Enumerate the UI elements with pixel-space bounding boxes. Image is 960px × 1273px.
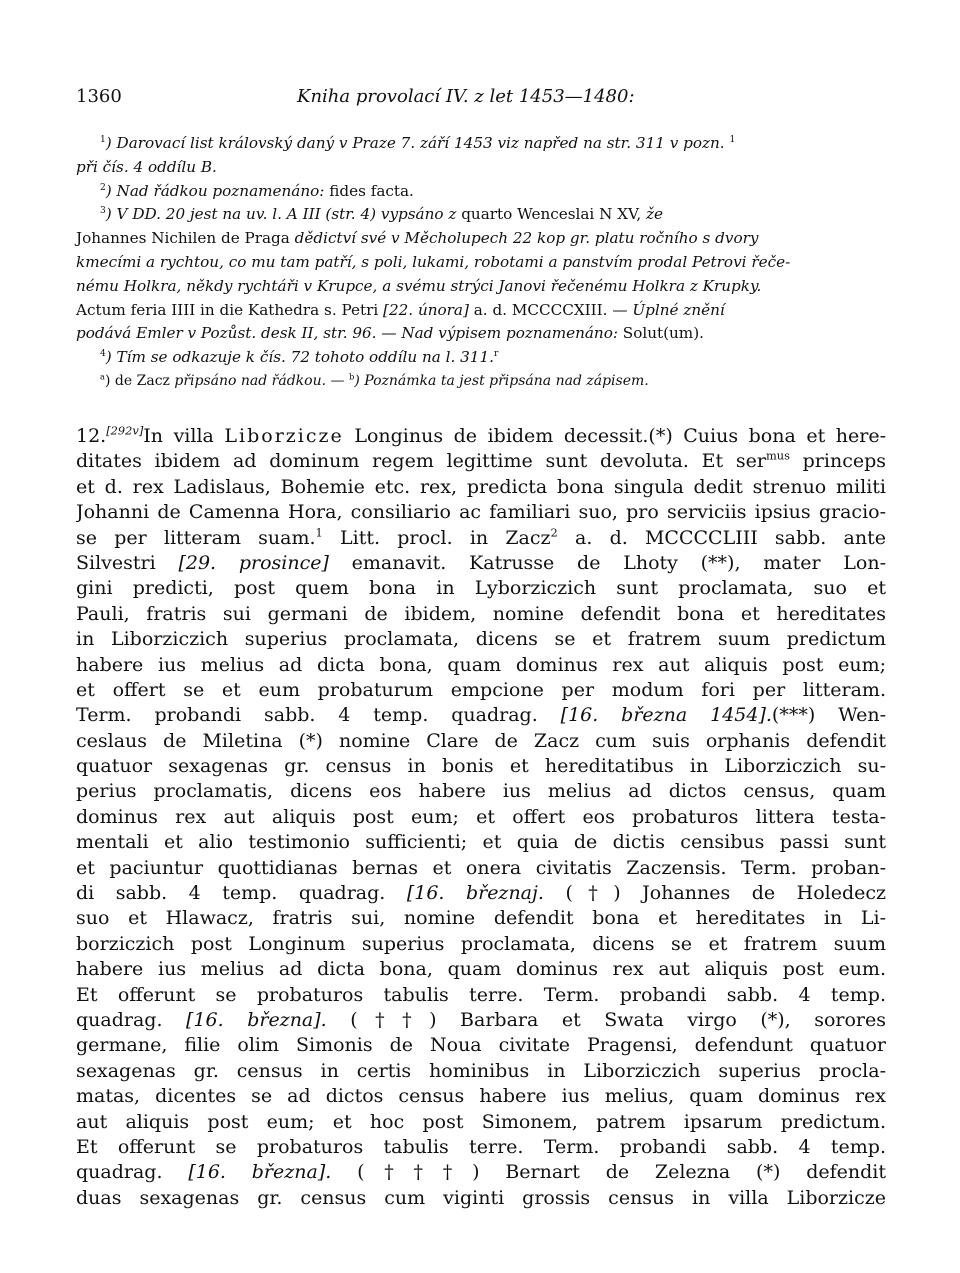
footnote-3-line6: [76, 322, 886, 346]
text-line: [76, 1008, 886, 1033]
text-run: quadrag.: [76, 1161, 163, 1184]
footnote-text: kmecími a rychtou, co mu tam patří, s poli, lukami, robotami a panstvím prodal Petrovi řeče-: [76, 252, 791, 271]
text-line: sexagenas gr. census in certis hominibus in Liborziczich superius procla-: [76, 1059, 886, 1082]
footnote-marker: b: [348, 371, 355, 382]
footnote-marker: 3: [100, 206, 106, 217]
text-line: perius proclamatis, dicens eos habere ius melius ad dictos census, quam: [76, 780, 886, 803]
footnote-3-line2: [76, 227, 886, 251]
entry-number: 12.: [76, 425, 107, 447]
footnote-text: dědictví své v Měcholupech 22 kop gr. platu ročního s dvory: [294, 229, 759, 248]
date-annotation: [29. prosince]: [178, 551, 329, 574]
footnote-marker: a: [100, 371, 105, 382]
page-header: [76, 86, 886, 112]
footnote-1-cont: [76, 156, 886, 180]
text-line: [76, 551, 886, 576]
place-name: Liborzicze: [224, 425, 344, 447]
text-line: et paciuntur quottidianas bernas et onera civitatis Zaczensis. Term. proban-: [76, 856, 886, 879]
abbrev-sup: mus: [765, 449, 790, 464]
text-run: Katrusse de Lhoty (**), mater Lon-: [469, 551, 886, 574]
text-run: quadrag.: [76, 1008, 163, 1031]
text-line: suo et Hlawacz, fratris sui, nomine defendit bona et hereditates in Li-: [76, 907, 886, 930]
text-run: In villa: [143, 425, 214, 447]
footnote-text: ) Poznámka ta jest připsána nad zápisem.: [354, 372, 649, 389]
text-run: Silvestri: [76, 551, 156, 574]
text-line: et offert se et eum probaturum empcione per modum fori per litteram.: [76, 678, 886, 701]
text-line: matas, dicentes se ad dictos census habere ius melius, quam dominus rex: [76, 1085, 886, 1108]
footnote-ref: 2: [550, 525, 558, 540]
text-line: mentali et alio testimonio sufficienti; et quia de dictis censibus passi sunt: [76, 831, 886, 854]
date-annotation: [16. března].: [186, 1008, 327, 1031]
footnote-text: ) Nad řádkou poznamenáno:: [105, 181, 325, 200]
footnote-text: nému Holkra, někdy rychtáři v Krupce, a svému strýci Janovi řečenému Holkra z Krupky.: [76, 276, 762, 295]
footnote-latin: quarto Wenceslai N XV,: [461, 205, 642, 224]
text-line: borziczich post Longinum superius proclamata, dicens se et fratrem suum: [76, 932, 886, 955]
text-line: ceslaus de Miletina (*) nomine Clare de Zacz cum suis orphanis defendit: [76, 729, 886, 752]
text-run: Bernart de Zelezna (*) defendit: [505, 1161, 886, 1184]
text-line: et d. rex Ladislaus, Bohemie etc. rex, predicta bona singula dedit strenuo militi: [76, 475, 886, 498]
page-number: 1360: [76, 86, 122, 107]
text-run: Johannes de Holedecz: [642, 882, 886, 905]
text-run: princeps: [802, 450, 886, 473]
footnote-3-line5: [76, 299, 886, 323]
footnote-latin: Actum feria IIII in die Kathedra s. Petri: [76, 300, 379, 319]
footnote-text: připsáno nad řádkou. —: [174, 372, 345, 389]
footnote-latin: fides facta.: [329, 181, 414, 200]
footnotes: [76, 132, 886, 394]
text-line: Et offerunt se probaturos tabulis terre. Term. probandi sabb. 4 temp.: [76, 1135, 886, 1158]
footnote-3-line3: [76, 251, 886, 275]
text-line: duas sexagenas gr. census cum viginti grossis census in villa Liborzicze: [76, 1186, 886, 1209]
footnote-3: [76, 203, 886, 227]
text-line: [76, 1160, 886, 1185]
text-run: a. d. MCCCCLIII sabb. ante: [575, 526, 886, 549]
date-annotation: [16. března 1454].: [560, 704, 772, 727]
folio-mark: [292v]: [106, 424, 144, 438]
footnote-latin: a. d. MCCCCXIII. —: [473, 300, 628, 319]
footnote-3-line4: [76, 275, 886, 299]
text-run: Barbara et Swata virgo (*), sorores: [460, 1008, 886, 1031]
text-line: germane, filie olim Simonis de Noua civitate Pragensi, defendunt quatuor: [76, 1034, 886, 1057]
footnote-latin: Solut(um).: [622, 324, 704, 343]
text-line: Johanni de Camenna Hora, consiliario ac familiari suo, pro serviciis ipsius gracio-: [76, 501, 886, 524]
text-line: in Liborziczich superius proclamata, dicens se et fratrem suum predictum: [76, 628, 886, 651]
footnote-marker: 1: [100, 134, 106, 145]
footnote-ref: 1: [729, 134, 736, 145]
text-run: Longinus de ibidem decessit.(*) Cuius bona et here-: [354, 425, 886, 447]
text-line: [76, 703, 886, 728]
footnote-1: [76, 132, 886, 156]
text-run: Litt. procl. in Zacz: [340, 526, 551, 549]
text-run: Term. probandi sabb. 4 temp. quadrag.: [76, 704, 538, 727]
footnote-4: [76, 346, 886, 370]
text-line: Et offerunt se probaturos tabulis terre. Term. probandi sabb. 4 temp.: [76, 983, 886, 1006]
footnote-marker: 2: [100, 182, 106, 193]
text-line: [76, 449, 886, 474]
footnote-text: ) Darovací list královský daný v Praze 7. září 1453 viz napřed na str. 311 v pozn.: [105, 134, 725, 152]
footnote-latin: Johannes Nichilen de Praga: [76, 229, 290, 248]
date-annotation: [16. březnaj.: [406, 882, 544, 905]
text-run: (†††): [357, 1161, 480, 1184]
text-run: se per litteram suam.: [76, 526, 316, 549]
text-line: Pauli, fratris sui germani de ibidem, nomine defendit bona et hereditates: [76, 602, 886, 625]
text-run: di sabb. 4 temp. quadrag.: [76, 882, 386, 905]
entry-text: [76, 424, 886, 1211]
running-head: Kniha provolací IV. z let 1453—1480:: [297, 86, 635, 107]
text-run: (***): [771, 704, 816, 727]
date-annotation: [16. března].: [188, 1161, 332, 1184]
text-run: Wen-: [838, 704, 886, 727]
text-line: aut aliquis post eum; et hoc post Simonem, patrem ipsarum predictum.: [76, 1110, 886, 1133]
footnote-ref: 1: [315, 525, 323, 540]
footnote-a: [76, 370, 886, 394]
text-run: emanavit.: [351, 551, 447, 574]
footnote-2: [76, 180, 886, 204]
footnote-text: při čís. 4 oddílu B.: [76, 157, 217, 176]
text-line: gini predicti, post quem bona in Lyborziczich sunt proclamata, suo et: [76, 577, 886, 600]
footnote-ref: r: [493, 349, 499, 360]
text-run: (††): [350, 1008, 437, 1031]
footnote-text: ) V DD. 20 jest na uv. l. A III (str. 4) vypsáno z: [105, 205, 457, 224]
footnote-marker: 4: [100, 349, 106, 360]
text-run: ditates ibidem ad dominum regem legittime sunt devoluta. Et ser: [76, 450, 766, 473]
text-line: [76, 881, 886, 906]
footnote-text: podává Emler v Pozůst. desk II, str. 96. — Nad výpisem poznamenáno:: [76, 324, 618, 343]
text-line: [76, 526, 886, 551]
footnote-date: [22. února]: [383, 300, 469, 319]
text-line: quatuor sexagenas gr. census in bonis et hereditatibus in Liborziczich su-: [76, 755, 886, 778]
footnote-text: ) Tím se odkazuje k čís. 72 tohoto oddílu na l. 311.: [105, 348, 494, 367]
footnote-text: Úplné znění: [632, 300, 725, 319]
text-line: habere ius melius ad dicta bona, quam dominus rex aut aliquis post eum.: [76, 958, 886, 981]
text-line: dominus rex aut aliquis post eum; et offert eos probaturos littera testa-: [76, 805, 886, 828]
text-line: habere ius melius ad dicta bona, quam dominus rex aut aliquis post eum;: [76, 653, 886, 676]
text-line: [76, 424, 886, 449]
text-run: (†): [565, 882, 621, 905]
footnote-paren: ): [105, 372, 111, 389]
footnote-latin: de Zacz: [114, 372, 170, 389]
footnote-text: že: [646, 205, 664, 224]
